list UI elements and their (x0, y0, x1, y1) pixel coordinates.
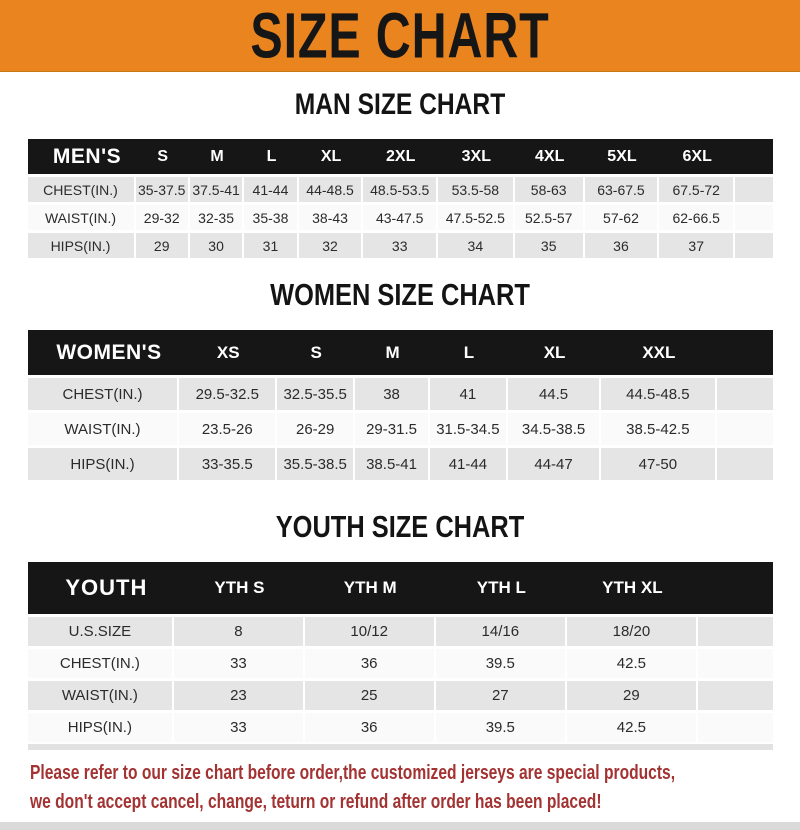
row-label-cell: WAIST(IN.) (28, 413, 180, 445)
size-value-cell: 33 (174, 713, 304, 742)
row-label-cell: HIPS(IN.) (28, 233, 136, 258)
size-value-cell: 36 (305, 713, 436, 742)
size-value-cell: 38-43 (299, 205, 364, 230)
size-value-cell: 62-66.5 (659, 205, 735, 230)
size-value-cell: 38.5-42.5 (601, 413, 716, 445)
size-value-cell: 8 (174, 617, 304, 646)
size-column-header: S (136, 139, 190, 174)
measurement-row (28, 681, 773, 710)
row-filler-cell (698, 649, 773, 678)
banner-title: SIZE CHART (250, 0, 550, 72)
size-value-cell: 34 (438, 233, 515, 258)
measurement-row (28, 617, 773, 646)
size-value-cell: 35-38 (244, 205, 298, 230)
size-value-cell: 52.5-57 (515, 205, 585, 230)
size-value-cell: 29 (136, 233, 190, 258)
size-column-header: 4XL (515, 139, 585, 174)
size-column-header: XL (299, 139, 364, 174)
size-value-cell: 31.5-34.5 (430, 413, 508, 445)
page-bottom-strip (0, 822, 800, 830)
row-filler-cell (717, 413, 773, 445)
size-column-header: XL (508, 330, 601, 375)
man-section-title: MAN SIZE CHART (294, 88, 506, 121)
order-notice-line2: we don't accept cancel, change, teturn or refund after order has been placed! (30, 791, 602, 813)
row-filler-cell (735, 233, 772, 258)
size-value-cell: 32.5-35.5 (277, 378, 355, 410)
size-column-header: XXL (601, 330, 716, 375)
size-value-cell: 39.5 (436, 649, 567, 678)
size-column-header: M (355, 330, 430, 375)
row-filler-cell (717, 448, 773, 480)
men-size-table (28, 136, 773, 261)
size-value-cell: 44.5 (508, 378, 601, 410)
measurement-row (28, 448, 773, 480)
size-column-header: 2XL (363, 139, 438, 174)
size-value-cell: 63-67.5 (585, 177, 660, 202)
size-value-cell: 47.5-52.5 (438, 205, 515, 230)
size-value-cell: 35-37.5 (136, 177, 190, 202)
size-value-cell: 35.5-38.5 (277, 448, 355, 480)
size-value-cell: 29-32 (136, 205, 190, 230)
size-value-cell: 57-62 (585, 205, 660, 230)
table-group-label: YOUTH (28, 562, 175, 614)
size-value-cell: 25 (305, 681, 436, 710)
size-value-cell: 32 (299, 233, 364, 258)
size-value-cell: 33-35.5 (179, 448, 277, 480)
row-filler-cell (698, 713, 773, 742)
size-column-header: YTH S (174, 562, 304, 614)
row-label-cell: U.S.SIZE (28, 617, 175, 646)
size-value-cell: 29-31.5 (355, 413, 430, 445)
size-value-cell: 32-35 (190, 205, 244, 230)
size-value-cell: 41-44 (244, 177, 298, 202)
size-value-cell: 31 (244, 233, 298, 258)
size-value-cell: 43-47.5 (363, 205, 438, 230)
size-value-cell: 42.5 (567, 649, 698, 678)
measurement-row (28, 713, 773, 742)
row-filler-cell (735, 177, 772, 202)
size-value-cell: 42.5 (567, 713, 698, 742)
size-value-cell: 26-29 (277, 413, 355, 445)
row-label-cell: WAIST(IN.) (28, 205, 136, 230)
row-label-cell: HIPS(IN.) (28, 448, 180, 480)
size-value-cell: 14/16 (436, 617, 567, 646)
size-value-cell: 48.5-53.5 (363, 177, 438, 202)
row-filler-cell (717, 378, 773, 410)
size-value-cell: 44.5-48.5 (601, 378, 716, 410)
row-label-cell: CHEST(IN.) (28, 177, 136, 202)
size-column-header: 3XL (438, 139, 515, 174)
measurement-row (28, 413, 773, 445)
size-value-cell: 30 (190, 233, 244, 258)
size-value-cell: 41-44 (430, 448, 508, 480)
size-column-header: YTH XL (567, 562, 698, 614)
size-column-header: L (244, 139, 298, 174)
women-size-table (28, 327, 773, 483)
size-value-cell: 44-48.5 (299, 177, 364, 202)
size-column-header: YTH M (305, 562, 436, 614)
size-value-cell: 10/12 (305, 617, 436, 646)
header-filler-cell (698, 562, 773, 614)
table-group-label: WOMEN'S (28, 330, 180, 375)
size-value-cell: 38 (355, 378, 430, 410)
size-value-cell: 35 (515, 233, 585, 258)
measurement-row (28, 177, 773, 202)
size-value-cell: 23.5-26 (179, 413, 277, 445)
size-value-cell: 33 (174, 649, 304, 678)
size-value-cell: 38.5-41 (355, 448, 430, 480)
size-value-cell: 36 (585, 233, 660, 258)
header-filler-cell (717, 330, 773, 375)
size-value-cell: 34.5-38.5 (508, 413, 601, 445)
size-column-header: 5XL (585, 139, 660, 174)
row-filler-cell (698, 617, 773, 646)
size-value-cell: 36 (305, 649, 436, 678)
size-value-cell: 37 (659, 233, 735, 258)
row-filler-cell (735, 205, 772, 230)
size-value-cell: 58-63 (515, 177, 585, 202)
size-value-cell: 29 (567, 681, 698, 710)
measurement-row (28, 233, 773, 258)
order-notice (0, 759, 800, 817)
row-label-cell: HIPS(IN.) (28, 713, 175, 742)
size-column-header: 6XL (659, 139, 735, 174)
header-filler-cell (735, 139, 772, 174)
size-value-cell: 47-50 (601, 448, 716, 480)
row-filler-cell (698, 681, 773, 710)
size-value-cell: 18/20 (567, 617, 698, 646)
size-column-header: M (190, 139, 244, 174)
measurement-row (28, 649, 773, 678)
youth-size-table (28, 559, 773, 745)
size-value-cell: 67.5-72 (659, 177, 735, 202)
size-value-cell: 33 (363, 233, 438, 258)
women-section-title: WOMEN SIZE CHART (270, 277, 530, 312)
size-value-cell: 27 (436, 681, 567, 710)
size-value-cell: 29.5-32.5 (179, 378, 277, 410)
row-label-cell: CHEST(IN.) (28, 649, 175, 678)
size-value-cell: 44-47 (508, 448, 601, 480)
size-column-header: L (430, 330, 508, 375)
measurement-row (28, 378, 773, 410)
size-column-header: XS (179, 330, 277, 375)
size-chart-banner (0, 0, 800, 72)
size-column-header: S (277, 330, 355, 375)
row-label-cell: CHEST(IN.) (28, 378, 180, 410)
size-value-cell: 39.5 (436, 713, 567, 742)
youth-table-bottom-strip (28, 744, 773, 750)
size-value-cell: 37.5-41 (190, 177, 244, 202)
measurement-row (28, 205, 773, 230)
row-label-cell: WAIST(IN.) (28, 681, 175, 710)
table-group-label: MEN'S (28, 139, 136, 174)
size-column-header: YTH L (436, 562, 567, 614)
order-notice-line1: Please refer to our size chart before order,the customized jerseys are special products, (30, 762, 676, 784)
size-value-cell: 53.5-58 (438, 177, 515, 202)
youth-section-title: YOUTH SIZE CHART (275, 509, 525, 544)
size-value-cell: 41 (430, 378, 508, 410)
size-value-cell: 23 (174, 681, 304, 710)
